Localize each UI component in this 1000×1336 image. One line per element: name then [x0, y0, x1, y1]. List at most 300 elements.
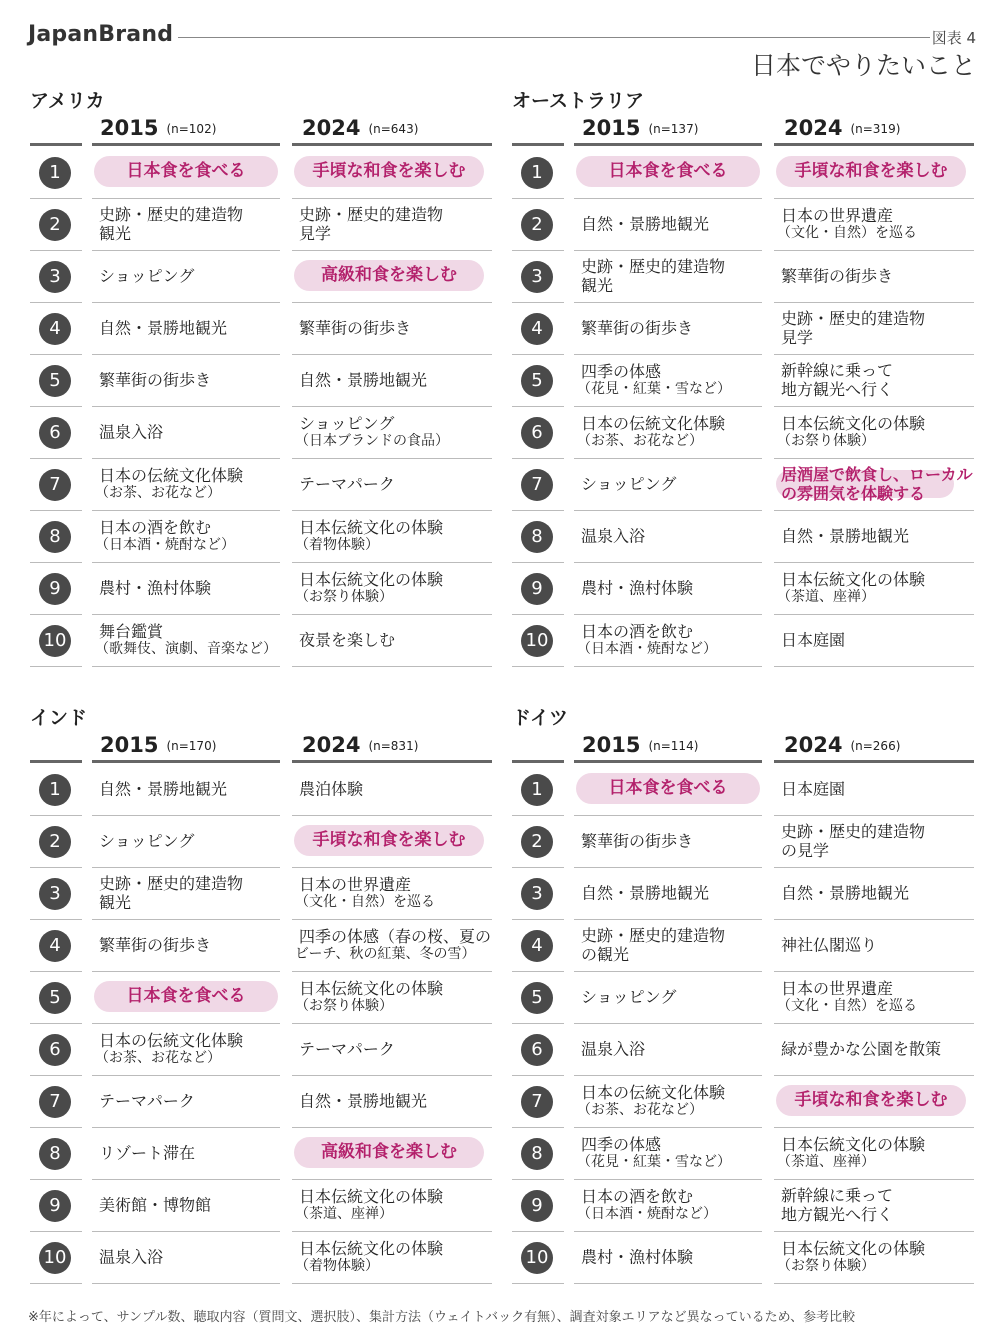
item-label: 日本の伝統文化体験 — [99, 466, 244, 485]
rank-cell — [30, 1023, 82, 1076]
rank-cell — [30, 614, 82, 667]
item-2015 — [92, 250, 280, 303]
item-text — [781, 267, 893, 286]
rank-cell — [30, 562, 82, 615]
ranking-row — [30, 763, 492, 815]
rank-badge: 8 — [39, 521, 71, 553]
ranking-row — [30, 1075, 492, 1127]
item-label: 日本の酒を飲む — [581, 1187, 694, 1206]
rank-cell — [30, 919, 82, 972]
item-2015 — [92, 562, 280, 615]
ranking-row — [512, 562, 974, 614]
item-2024 — [774, 1179, 974, 1232]
item-text — [581, 988, 676, 1007]
item-label: テーマパーク — [299, 474, 395, 494]
item-2015 — [574, 146, 762, 199]
item-sub: 見学 — [781, 328, 814, 347]
highlighted-item: 日本食を食べる — [608, 778, 728, 798]
country-title: アメリカ — [30, 90, 105, 112]
item-sub: （茶道、座禅） — [777, 1154, 875, 1170]
ranking-row — [512, 1075, 974, 1127]
item-label: 史跡・歴史的建造物 — [781, 822, 926, 841]
item-label: 居酒屋で飲食し、ローカル — [781, 465, 973, 484]
item-2015 — [574, 458, 762, 511]
item-text — [581, 475, 676, 494]
rank-cell — [512, 198, 564, 251]
item-2015 — [574, 867, 762, 920]
item-label: 日本伝統文化の体験 — [299, 570, 444, 589]
item-2015 — [92, 1023, 280, 1076]
item-text — [95, 1031, 244, 1067]
ranking-row — [30, 562, 492, 614]
item-label: 日本伝統文化の体験 — [299, 979, 444, 998]
item-2015 — [574, 815, 762, 868]
item-text — [99, 319, 227, 338]
item-text — [95, 466, 244, 502]
rank-cell — [512, 406, 564, 459]
rank-badge: 4 — [521, 313, 553, 345]
item-2024 — [292, 354, 492, 407]
header-rule — [178, 37, 930, 38]
item-label: 温泉入浴 — [99, 1247, 164, 1267]
item-text — [781, 936, 877, 955]
item-label: 四季の体感（春の桜、夏の — [299, 927, 492, 946]
rank-badge: 7 — [39, 469, 71, 501]
item-label: 日本の酒を飲む — [99, 518, 212, 537]
item-text — [295, 875, 435, 911]
item-sub: （お祭り体験） — [295, 998, 393, 1014]
highlighted-item: 手頃な和食を楽しむ — [794, 161, 948, 181]
item-2024 — [774, 146, 974, 199]
item-label: 日本伝統文化の体験 — [781, 1239, 926, 1258]
item-label: 自然・景勝地観光 — [581, 214, 710, 234]
ranking-row — [512, 458, 974, 510]
highlighted-item — [781, 465, 973, 503]
item-text — [777, 206, 917, 242]
item-label: 農村・漁村体験 — [99, 578, 212, 598]
item-label: 美術館・博物館 — [99, 1195, 212, 1215]
item-text — [99, 267, 194, 286]
item-text — [581, 319, 693, 338]
item-text — [99, 1144, 195, 1163]
item-2024 — [774, 919, 974, 972]
highlighted-item: 日本食を食べる — [126, 161, 246, 181]
rank-badge: 2 — [39, 209, 71, 241]
item-text — [299, 1092, 427, 1111]
rank-badge: 2 — [39, 826, 71, 858]
item-2024 — [774, 250, 974, 303]
year-header-2015 — [100, 116, 216, 140]
footnote: ※年によって、サンプル数、聴取内容（質問文、選択肢）、集計方法（ウェイトバック有無）、調査対象エリアなど異なっているため、参考比較 — [28, 1310, 856, 1325]
item-label: 舞台鑑賞 — [99, 622, 164, 641]
item-label: ショッピング — [99, 266, 195, 286]
ranking-row — [512, 198, 974, 250]
item-label: 神社仏閣巡り — [781, 935, 878, 955]
country-title: ドイツ — [512, 707, 569, 729]
item-text — [95, 622, 277, 658]
year-label: 2015 — [582, 733, 641, 757]
item-2015 — [92, 1075, 280, 1128]
item-2015 — [574, 614, 762, 667]
item-text — [99, 1248, 163, 1267]
item-label: 史跡・歴史的建造物 — [581, 257, 726, 276]
item-label: 史跡・歴史的建造物 — [99, 874, 244, 893]
ranking-row — [30, 1023, 492, 1075]
rank-badge: 6 — [521, 417, 553, 449]
item-2024 — [292, 1127, 492, 1180]
rank-badge: 4 — [39, 930, 71, 962]
item-label: 日本の伝統文化体験 — [99, 1031, 244, 1050]
rank-cell — [512, 1127, 564, 1180]
rank-badge: 8 — [39, 1138, 71, 1170]
rank-cell — [512, 146, 564, 199]
item-label: 繁華街の街歩き — [299, 318, 412, 338]
rank-cell — [512, 510, 564, 563]
rank-cell — [30, 250, 82, 303]
item-text — [581, 1248, 693, 1267]
rank-badge: 1 — [39, 157, 71, 189]
item-label: 温泉入浴 — [99, 422, 164, 442]
item-sub: 見学 — [299, 224, 332, 243]
item-sub: （文化・自然）を巡る — [777, 225, 917, 241]
item-sub: （着物体験） — [295, 537, 379, 553]
item-2015 — [92, 146, 280, 199]
highlight-pill — [576, 156, 760, 187]
item-2015 — [574, 562, 762, 615]
rank-badge: 1 — [521, 157, 553, 189]
ranking-row — [512, 1231, 974, 1283]
rank-badge: 10 — [521, 625, 553, 657]
item-2015 — [574, 1231, 762, 1284]
item-2015 — [92, 919, 280, 972]
item-label: 自然・景勝地観光 — [299, 1091, 428, 1111]
rank-cell — [512, 971, 564, 1024]
item-text — [581, 1040, 645, 1059]
rank-cell — [512, 1023, 564, 1076]
item-label: 日本庭園 — [781, 630, 846, 650]
item-text — [577, 1187, 717, 1223]
item-label: 史跡・歴史的建造物 — [299, 205, 444, 224]
year-header-2024 — [784, 116, 900, 140]
rank-cell — [512, 763, 564, 816]
rank-cell — [30, 1075, 82, 1128]
rank-badge: 5 — [39, 365, 71, 397]
item-label: 繁華街の街歩き — [99, 370, 212, 390]
year-label: 2024 — [302, 116, 361, 140]
rank-badge: 2 — [521, 826, 553, 858]
item-label: 夜景を楽しむ — [299, 630, 396, 650]
rank-cell — [512, 1075, 564, 1128]
item-label: 史跡・歴史的建造物 — [581, 926, 726, 945]
item-text — [299, 1040, 395, 1059]
item-2015 — [92, 1179, 280, 1232]
item-2024 — [774, 763, 974, 816]
year-header-2024 — [784, 733, 900, 757]
ranking-row — [512, 919, 974, 971]
ranking-row — [30, 867, 492, 919]
item-label: ショッピング — [99, 831, 195, 851]
item-2024 — [292, 510, 492, 563]
item-label: 日本庭園 — [781, 779, 846, 799]
item-2024 — [292, 1231, 492, 1284]
item-2024 — [774, 614, 974, 667]
item-sub: （お茶、お花など） — [577, 1102, 703, 1118]
country-section — [30, 703, 492, 1288]
item-text — [99, 780, 227, 799]
item-2024 — [292, 867, 492, 920]
item-2015 — [92, 458, 280, 511]
highlight-pill — [94, 156, 278, 187]
item-2015 — [574, 1023, 762, 1076]
item-2015 — [92, 510, 280, 563]
item-text — [299, 475, 395, 494]
item-label: 日本の世界遺産 — [781, 206, 894, 225]
ranking-row — [512, 354, 974, 406]
item-sub: （お茶、お花など） — [95, 1050, 221, 1066]
item-2024 — [774, 562, 974, 615]
ranking-row — [512, 302, 974, 354]
rank-cell — [30, 406, 82, 459]
item-text — [777, 414, 926, 450]
ranking-row — [512, 1179, 974, 1231]
item-sub: の見学 — [781, 841, 830, 860]
item-sub: （お祭り体験） — [295, 589, 393, 605]
country-section — [512, 86, 974, 671]
item-sub: 地方観光へ行く — [781, 1205, 894, 1224]
item-sub: （お祭り体験） — [777, 433, 875, 449]
ranking-row — [512, 614, 974, 666]
item-label: 農村・漁村体験 — [581, 1247, 694, 1267]
item-text — [581, 832, 693, 851]
item-label: ショッピング — [581, 987, 677, 1007]
item-sub: （茶道、座禅） — [295, 1206, 393, 1222]
ranking-row — [30, 1231, 492, 1283]
item-2015 — [92, 867, 280, 920]
brand-logo: JapanBrand — [28, 22, 174, 47]
item-text — [781, 884, 909, 903]
ranking-row — [30, 614, 492, 666]
item-2024 — [774, 867, 974, 920]
item-text — [99, 579, 211, 598]
item-text — [777, 1135, 926, 1171]
ranking-row — [512, 510, 974, 562]
ranking-row — [512, 406, 974, 458]
year-label: 2015 — [100, 733, 159, 757]
ranking-row — [512, 867, 974, 919]
item-2024 — [292, 198, 492, 251]
rank-badge: 3 — [39, 261, 71, 293]
item-label: 自然・景勝地観光 — [99, 779, 228, 799]
rank-cell — [512, 1179, 564, 1232]
ranking-row — [30, 250, 492, 302]
sample-size: (n=266) — [850, 739, 901, 753]
highlight-pill — [776, 156, 966, 187]
item-sub: の観光 — [581, 945, 630, 964]
rank-badge: 5 — [39, 982, 71, 1014]
item-2015 — [92, 1231, 280, 1284]
item-text — [577, 622, 717, 658]
item-text — [299, 631, 395, 650]
item-label: 史跡・歴史的建造物 — [781, 309, 926, 328]
rank-cell — [30, 867, 82, 920]
item-text — [781, 527, 909, 546]
item-2024 — [292, 919, 492, 972]
item-2024 — [292, 1179, 492, 1232]
item-label: 日本伝統文化の体験 — [781, 1135, 926, 1154]
highlight-pill — [94, 981, 278, 1012]
rank-badge: 1 — [521, 774, 553, 806]
item-text — [777, 570, 926, 606]
item-sub: （茶道、座禅） — [777, 589, 875, 605]
rank-cell — [30, 1179, 82, 1232]
item-2015 — [92, 198, 280, 251]
item-text — [577, 414, 726, 450]
rank-cell — [512, 1231, 564, 1284]
item-2024 — [292, 1075, 492, 1128]
rank-badge: 4 — [521, 930, 553, 962]
year-label: 2015 — [582, 116, 641, 140]
sample-size: (n=137) — [648, 122, 699, 136]
item-2015 — [92, 815, 280, 868]
country-section — [30, 86, 492, 671]
item-label: 日本伝統文化の体験 — [299, 1239, 444, 1258]
item-sub: （日本ブランドの食品） — [295, 433, 449, 449]
rank-cell — [512, 250, 564, 303]
rank-badge: 9 — [39, 573, 71, 605]
item-text — [299, 319, 411, 338]
rank-cell — [30, 458, 82, 511]
item-label: 自然・景勝地観光 — [99, 318, 228, 338]
item-label: テーマパーク — [299, 1039, 395, 1059]
item-2024 — [774, 406, 974, 459]
item-2024 — [292, 1023, 492, 1076]
item-label: 農泊体験 — [299, 779, 364, 799]
item-2015 — [92, 354, 280, 407]
item-2024 — [774, 510, 974, 563]
year-label: 2024 — [784, 733, 843, 757]
rank-badge: 2 — [521, 209, 553, 241]
item-2024 — [774, 1127, 974, 1180]
ranking-row — [512, 1127, 974, 1179]
item-label: 自然・景勝地観光 — [781, 883, 910, 903]
item-2024 — [292, 406, 492, 459]
item-2024 — [774, 198, 974, 251]
item-label: 繁華街の街歩き — [581, 831, 694, 851]
item-2024 — [774, 302, 974, 355]
item-label: 温泉入浴 — [581, 1039, 646, 1059]
item-2015 — [92, 302, 280, 355]
item-label: 日本伝統文化の体験 — [781, 414, 926, 433]
ranking-row — [30, 198, 492, 250]
item-text — [577, 1135, 731, 1171]
item-text — [295, 1187, 444, 1223]
item-text — [581, 884, 709, 903]
item-label: リゾート滞在 — [99, 1143, 196, 1163]
item-text — [295, 518, 444, 554]
item-sub: （文化・自然）を巡る — [777, 998, 917, 1014]
item-text — [781, 631, 845, 650]
item-2024 — [292, 146, 492, 199]
item-sub: （日本酒・焼酎など） — [95, 537, 235, 553]
item-2015 — [574, 354, 762, 407]
ranking-row — [512, 146, 974, 198]
item-2024 — [292, 302, 492, 355]
rank-cell — [512, 815, 564, 868]
ranking-row — [30, 510, 492, 562]
item-sub: ビーチ、秋の紅葉、冬の雪） — [295, 946, 476, 962]
item-text — [95, 518, 235, 554]
rank-badge: 6 — [39, 1034, 71, 1066]
ranking-row — [512, 971, 974, 1023]
item-label: ショッピング — [581, 474, 677, 494]
item-label: 日本の世界遺産 — [781, 979, 894, 998]
rank-badge: 3 — [521, 261, 553, 293]
year-header-2024 — [302, 116, 418, 140]
item-sub: 観光 — [581, 276, 614, 295]
highlight-pill — [294, 260, 484, 291]
rank-cell — [30, 198, 82, 251]
item-2024 — [292, 250, 492, 303]
rank-badge: 9 — [521, 573, 553, 605]
rank-badge: 7 — [521, 469, 553, 501]
item-label: 四季の体感 — [581, 1135, 662, 1154]
rank-cell — [512, 919, 564, 972]
item-text — [99, 371, 211, 390]
page-title: 日本でやりたいこと — [750, 51, 976, 80]
highlighted-item: 日本食を食べる — [608, 161, 728, 181]
ranking-row — [30, 1127, 492, 1179]
item-text — [581, 579, 693, 598]
item-label: 繁華街の街歩き — [581, 318, 694, 338]
sample-size: (n=102) — [166, 122, 217, 136]
item-label: 自然・景勝地観光 — [781, 526, 910, 546]
ranking-row — [512, 250, 974, 302]
ranking-row — [30, 971, 492, 1023]
item-2015 — [574, 198, 762, 251]
rank-cell — [30, 146, 82, 199]
item-text — [99, 1092, 195, 1111]
ranking-row — [30, 146, 492, 198]
item-text — [581, 926, 725, 964]
item-2015 — [574, 919, 762, 972]
item-2024 — [292, 763, 492, 816]
rank-cell — [512, 562, 564, 615]
item-text — [99, 423, 163, 442]
item-sub: の雰囲気を体験する — [781, 484, 926, 503]
rank-cell — [30, 354, 82, 407]
rank-cell — [512, 867, 564, 920]
item-sub: （花見・紅葉・雪など） — [577, 381, 731, 397]
item-label: 四季の体感 — [581, 362, 662, 381]
highlight-pill — [776, 1085, 966, 1116]
country-title: インド — [30, 707, 88, 729]
sample-size: (n=114) — [648, 739, 699, 753]
highlight-pill — [576, 773, 760, 804]
year-header-2015 — [582, 733, 698, 757]
rank-badge: 8 — [521, 521, 553, 553]
item-sub: （お茶、お花など） — [577, 433, 703, 449]
rank-badge: 10 — [39, 625, 71, 657]
item-label: 温泉入浴 — [581, 526, 646, 546]
rank-badge: 8 — [521, 1138, 553, 1170]
item-text — [581, 257, 725, 295]
item-sub: （花見・紅葉・雪など） — [577, 1154, 731, 1170]
item-text — [781, 780, 845, 799]
highlighted-item: 高級和食を楽しむ — [321, 1142, 457, 1162]
rank-cell — [30, 1231, 82, 1284]
item-2015 — [92, 1127, 280, 1180]
item-text — [295, 1239, 444, 1275]
